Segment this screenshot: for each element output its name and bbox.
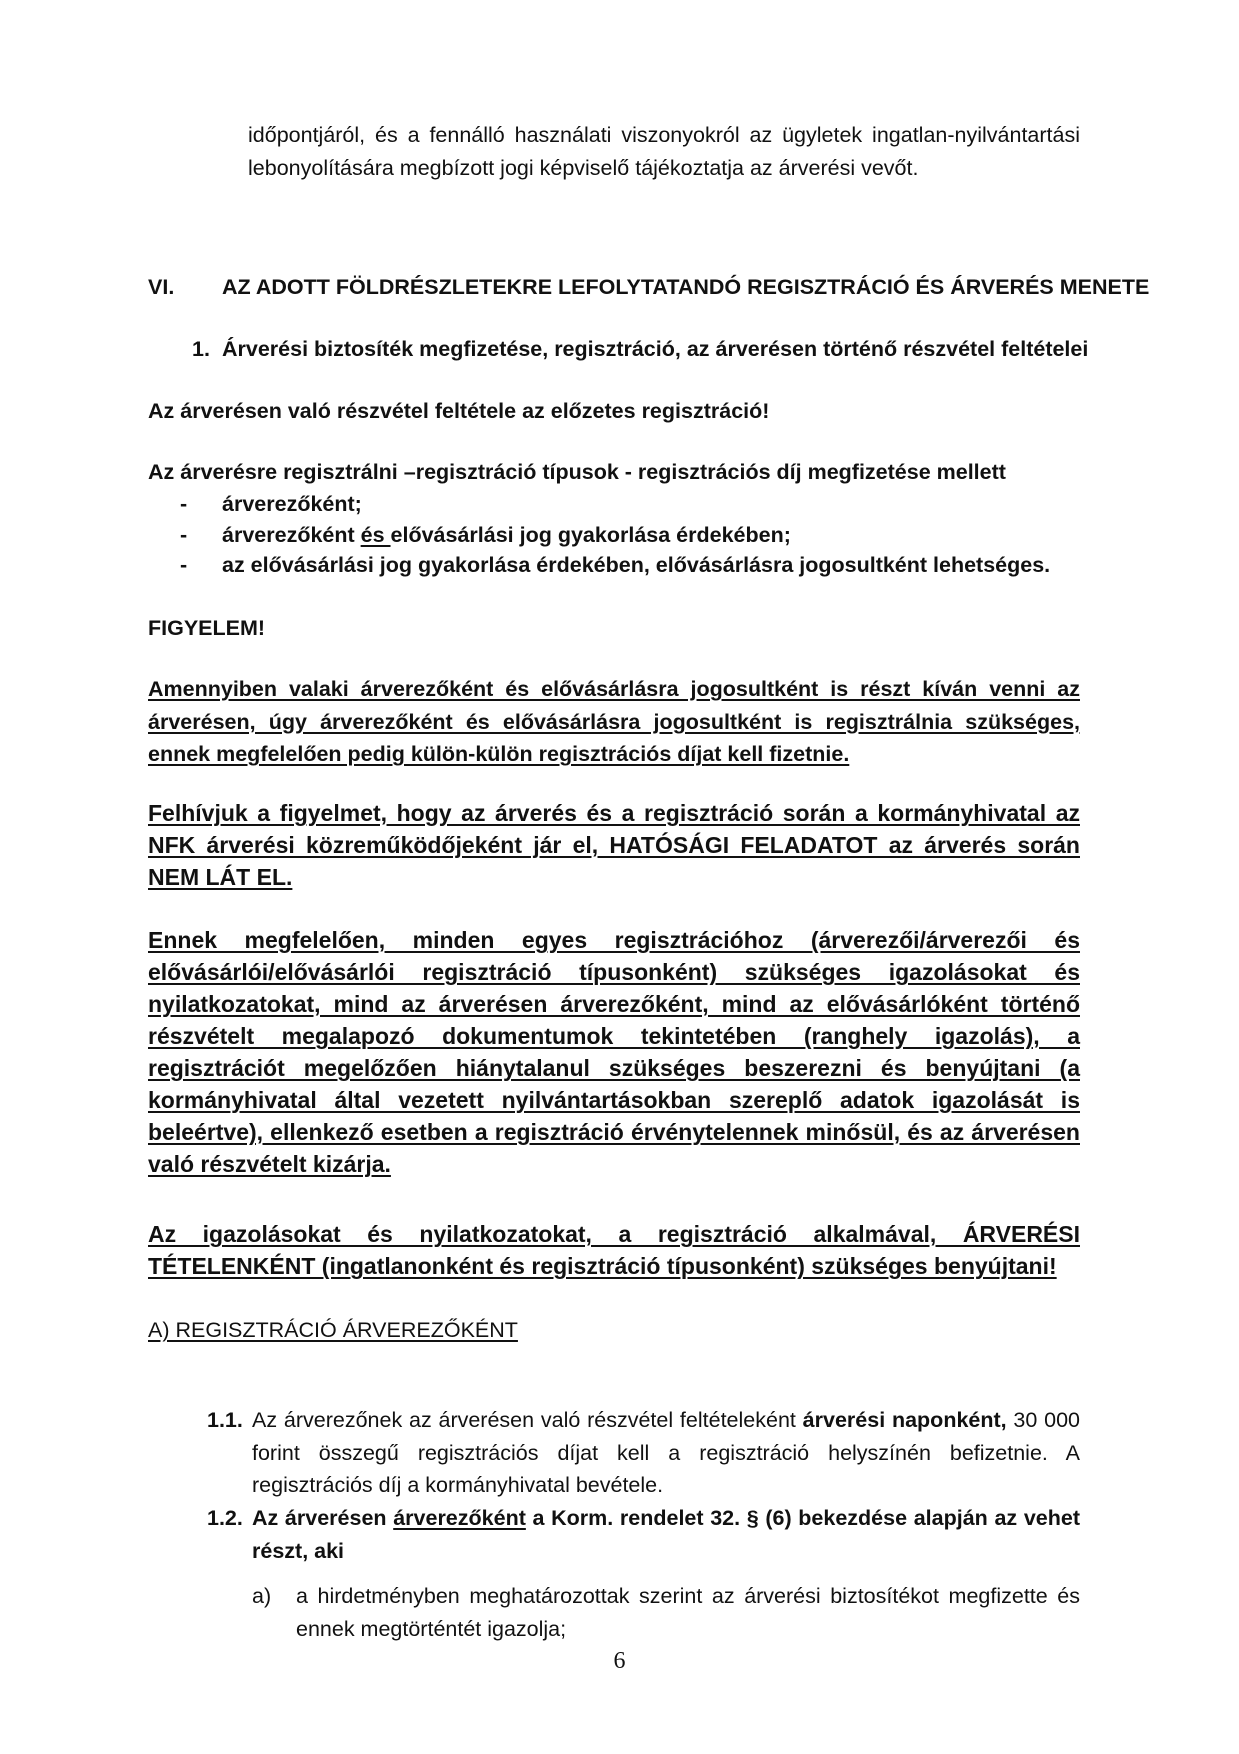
attention-paragraph: Amennyiben valaki árverezőként és elővásárlásra jogosultként is részt kíván venni az árverésen, úgy árverezőként és elővásárlásra jogosultként is regisztrálnia szükséges, ennek megfelelően pedig külön-külön regisztrációs díjat kell fizetnie. — [148, 677, 1080, 766]
list-item-text-part: árverezőként — [222, 523, 361, 547]
list-item-text-part: elővásárlási jog gyakorlása érdekében; — [390, 523, 791, 547]
list-item-text: az elővásárlási jog gyakorlása érdekében, elővásárlásra jogosultként lehetséges. — [222, 553, 1051, 577]
item-1-2-text-part: Az árverésen — [252, 1506, 394, 1530]
item-1-1-text-part: 30 000 forint összegű regisztrációs díjat kell a regisztráció helyszínén befizetnie. A regisztrációs díj a kormányhivatal bevétele. — [252, 1408, 1081, 1497]
list-bullet: - — [180, 553, 188, 577]
registration-type-item — [180, 488, 1080, 520]
section-number: VI. — [148, 275, 175, 299]
item-1-2-text — [252, 1502, 1080, 1567]
emphasis-text: árverési naponként, — [802, 1408, 1007, 1432]
subsection-title: Árverési biztosíték megfizetése, regisztráció, az árverésen történő részvétel feltételei — [222, 337, 1089, 361]
subheading-a: A) REGISZTRÁCIÓ ÁRVEREZŐKÉNT — [148, 1318, 518, 1342]
item-1-2-text-part: a Korm. rendelet 32. § (6) bekezdése alapján az vehet részt, aki — [252, 1506, 1080, 1563]
list-item-text: árverezőként; — [222, 492, 362, 516]
section-title: AZ ADOTT FÖLDRÉSZLETEKRE LEFOLYTATANDÓ REGISZTRÁCIÓ ÉS ÁRVERÉS MENETE — [222, 275, 1150, 299]
page-number: 6 — [613, 1648, 626, 1674]
list-bullet: - — [180, 523, 188, 547]
item-1-1-text-part: Az árverezőnek az árverésen való részvétel feltételeként — [252, 1408, 803, 1432]
item-1-2-number: 1.2. — [207, 1506, 243, 1530]
submission-paragraph: Az igazolásokat és nyilatkozatokat, a regisztráció alkalmával, ÁRVERÉSI TÉTELENKÉNT (ingatlanonként és regisztráció típusonként) szükséges benyújtani! — [148, 1221, 1080, 1279]
item-a-text: a hirdetményben meghatározottak szerint az árverési biztosítékot megfizette és ennek megtörténtét igazolja; — [296, 1584, 1080, 1641]
subsection-number: 1. — [192, 337, 210, 361]
documents-paragraph: Ennek megfelelően, minden egyes regisztrációhoz (árverezői/árverezői és elővásárlói/elővásárlói regisztráció típusonként) szükséges igazolásokat és nyilatkozatokat, mind az árverésen árverezőként, mind az elővásárlóként történő részvételt megalapozó dokumentumok tekintetében (ranghely igazolás), a regisztrációt megelőzően hiánytalanul szükséges beszerezni és benyújtani (a kormányhivatal által vezetett nyilvántartásokban szereplő adatok igazolását is beleértve), ellenkező esetben a regisztráció érvénytelennek minősül, és az árverésen való részvételt kizárja. — [148, 927, 1080, 1177]
list-bullet: - — [180, 492, 188, 516]
participation-condition: Az árverésen való részvétel feltétele az előzetes regisztráció! — [148, 399, 770, 423]
intro-paragraph: időpontjáról, és a fennálló használati viszonyokról az ügyletek ingatlan-nyilvántartási lebonyolítására megbízott jogi képviselő tájékoztatja az árverési vevőt. — [248, 123, 1080, 180]
notice-paragraph: Felhívjuk a figyelmet, hogy az árverés és a regisztráció során a kormányhivatal az NFK árverési közreműködőjeként jár el, HATÓSÁGI FELADATOT az árverés során NEM LÁT EL. — [148, 800, 1080, 890]
underlined-word: árverezőként — [393, 1506, 526, 1530]
registration-intro: Az árverésre regisztrálni –regisztráció típusok - regisztrációs díj megfizetése mellett — [148, 460, 1006, 484]
registration-type-item — [180, 519, 1080, 551]
list-item-text — [222, 519, 791, 551]
item-1-1-text — [252, 1404, 1080, 1502]
item-a-letter: a) — [252, 1584, 272, 1608]
item-1-1-number: 1.1. — [207, 1408, 243, 1432]
registration-type-item — [180, 549, 1080, 581]
underlined-word: és — [360, 523, 391, 547]
attention-label: FIGYELEM! — [148, 616, 266, 640]
